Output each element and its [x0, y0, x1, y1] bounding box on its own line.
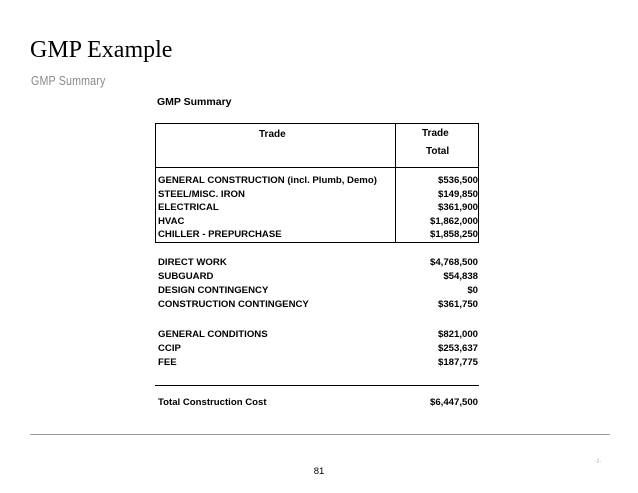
summary-row: [158, 298, 479, 311]
summary-row: [158, 356, 479, 369]
document-heading: GMP Summary: [157, 96, 232, 108]
row-label: ELECTRICAL: [158, 202, 219, 213]
row-amount: $821,000: [437, 329, 478, 340]
summary-row: [158, 270, 479, 283]
row-label: FEE: [158, 357, 177, 368]
row-label: STEEL/MISC. IRON: [158, 188, 245, 200]
row-label: GENERAL CONDITIONS: [158, 329, 268, 340]
footer-divider: [30, 434, 610, 435]
row-label: CHILLER - PREPURCHASE: [158, 229, 282, 240]
row-amount: $4,768,500: [429, 257, 478, 268]
row-label: HVAC: [158, 215, 185, 227]
row-amount: $361,900: [437, 202, 478, 213]
row-amount: $361,750: [437, 299, 478, 310]
summary-row: [158, 256, 479, 269]
row-amount: $536,500: [437, 175, 478, 186]
row-amount: $1,862,000: [429, 215, 478, 227]
row-label: DIRECT WORK: [158, 257, 227, 268]
total-row: [158, 396, 479, 409]
table-row: [158, 174, 479, 187]
row-label: CONSTRUCTION CONTINGENCY: [158, 299, 309, 310]
table-header-divider: [156, 167, 478, 168]
summary-row: [158, 342, 479, 355]
table-row: [158, 188, 479, 201]
table-header-trade-total-line1: Trade: [422, 128, 449, 139]
row-amount: $253,637: [437, 343, 478, 354]
page-number: 81: [313, 466, 325, 477]
corner-mark: -2-: [595, 459, 602, 465]
slide-subtitle: GMP Summary: [31, 73, 106, 88]
row-label: GENERAL CONSTRUCTION (incl. Plumb, Demo): [158, 175, 377, 186]
table-header-trade-total-line2: Total: [426, 146, 450, 157]
table-header-trade: Trade: [259, 129, 286, 140]
table-row: [158, 201, 479, 214]
total-amount: $6,447,500: [429, 397, 478, 408]
row-label: DESIGN CONTINGENCY: [158, 285, 269, 296]
total-label: Total Construction Cost: [158, 397, 267, 408]
summary-row: [158, 328, 479, 341]
table-row: [158, 228, 479, 241]
row-label: SUBGUARD: [158, 271, 214, 282]
slide-title: GMP Example: [30, 37, 173, 63]
summary-row: [158, 284, 479, 297]
row-amount: $1,858,250: [429, 229, 478, 240]
total-divider: [155, 385, 479, 386]
row-amount: $0: [467, 285, 478, 296]
row-amount: $54,838: [443, 271, 478, 282]
row-amount: $149,850: [437, 188, 478, 200]
table-row: [158, 215, 479, 228]
row-label: CCIP: [158, 343, 181, 354]
row-amount: $187,775: [437, 357, 478, 368]
